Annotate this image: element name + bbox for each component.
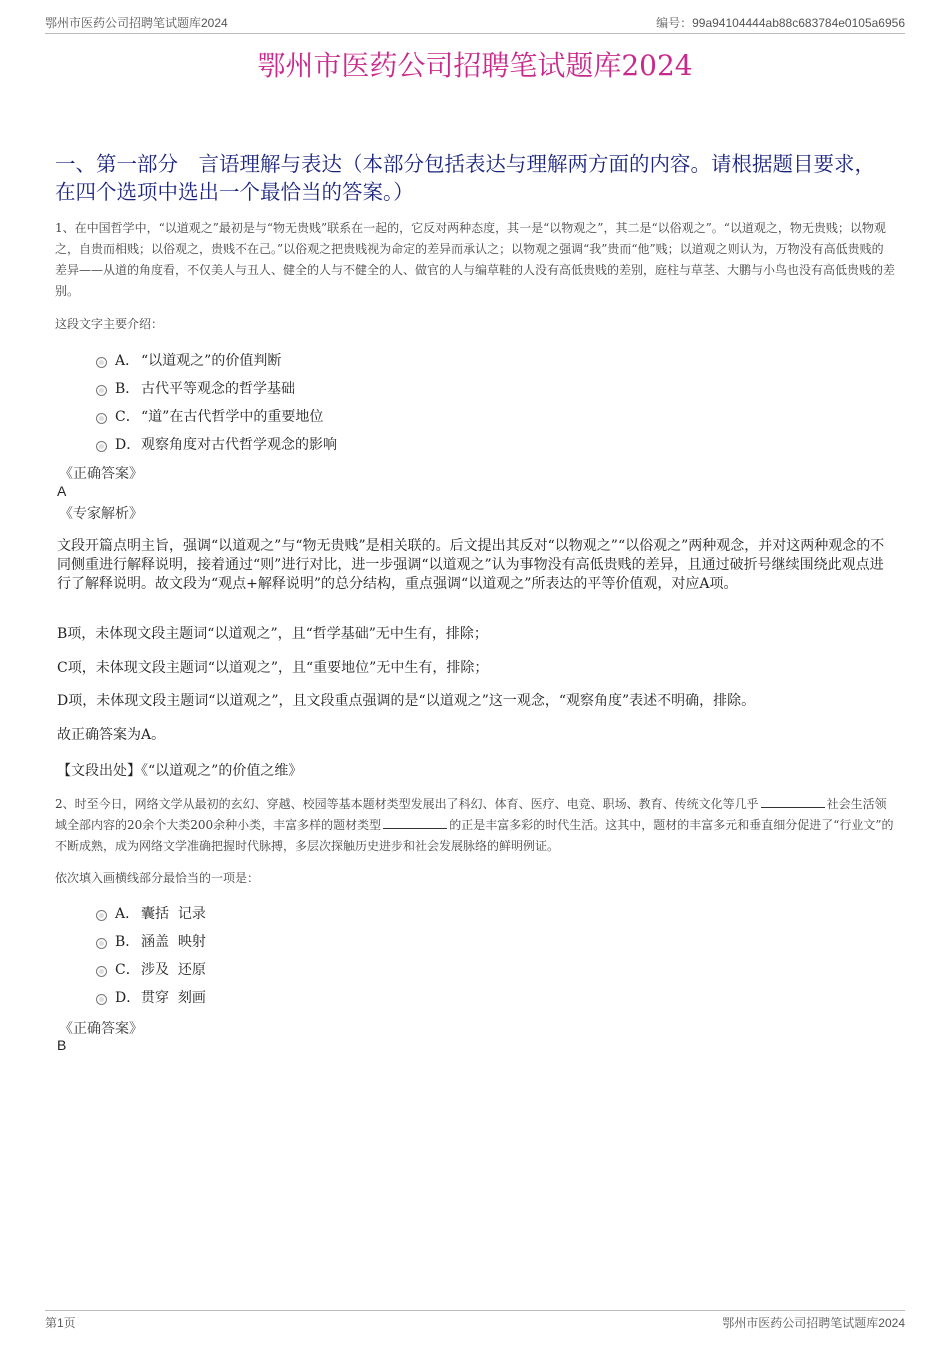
option-letter: A． — [115, 353, 140, 369]
option-d[interactable] — [96, 983, 206, 1011]
option-a[interactable] — [96, 346, 337, 374]
analysis-paragraph: C项，未体现文段主题词“以道观之”，且“重要地位”无中生有，排除； — [57, 660, 489, 676]
analysis-label: 《专家解析》 — [59, 506, 143, 522]
blank-1 — [761, 795, 825, 808]
option-letter: A． — [115, 906, 140, 922]
option-text: 涉及 还原 — [141, 962, 206, 978]
option-text: 贯穿 刻画 — [141, 990, 206, 1006]
header-divider — [45, 33, 905, 34]
blank-2 — [383, 816, 447, 829]
question-2-text-part1: 2、时至今日，网络文学从最初的玄幻、穿越、校园等基本题材类型发展出了科幻、体育、医疗、电竞、职场、教育、传统文化等几乎 — [55, 797, 759, 811]
radio-icon[interactable] — [96, 357, 107, 368]
footer-doc-title: 鄂州市医药公司招聘笔试题库2024 — [722, 1316, 905, 1330]
radio-icon[interactable] — [96, 910, 107, 921]
page-header — [45, 14, 905, 32]
radio-icon[interactable] — [96, 966, 107, 977]
option-c[interactable] — [96, 955, 206, 983]
question-2-prompt: 依次填入画横线部分最恰当的一项是： — [55, 871, 260, 885]
option-c[interactable] — [96, 402, 337, 430]
option-letter: D． — [115, 990, 141, 1006]
header-doc-id: 编号：99a94104444ab88c683784e0105a6956 — [656, 16, 905, 30]
option-b[interactable] — [96, 927, 206, 955]
option-letter: C． — [115, 409, 140, 425]
footer-divider — [45, 1310, 905, 1311]
question-2-text — [55, 794, 895, 857]
option-text: 古代平等观念的哲学基础 — [141, 381, 295, 397]
page-footer — [45, 1314, 905, 1332]
option-letter: B． — [115, 381, 140, 397]
answer-label: 《正确答案》 — [59, 466, 143, 482]
header-doc-title: 鄂州市医药公司招聘笔试题库2024 — [45, 16, 228, 30]
option-text: 囊括 记录 — [141, 906, 206, 922]
analysis-conclusion: 故正确答案为A。 — [57, 727, 166, 743]
question-2-options — [96, 899, 206, 1011]
analysis-paragraph: B项，未体现文段主题词“以道观之”，且“哲学基础”无中生有，排除； — [57, 626, 488, 642]
question-1-text: 1、在中国哲学中，“以道观之”最初是与“物无贵贱”联系在一起的，它反对两种态度，其一是“以物观之”，其二是“以俗观之”。“以道观之，物无贵贱；以物观之，自贵而相贱；以俗观之，贵贱不在己。”以俗观之把贵贱视为命定的差异而承认之；以物观之强调“我”贵而“他”贱；以道观之则认为，万物没有高低贵贱的差异——从道的角度看，不仅美人与丑人、健全的人与不健全的人、做官的人与编草鞋的人没有高低贵贱的差别，庭柱与草茎、大鹏与小鸟也没有高低贵贱的差别。 — [55, 221, 896, 298]
source-citation: 【文段出处】《“以道观之”的价值之维》 — [57, 763, 303, 779]
answer-value: A — [57, 483, 67, 499]
option-text: 观察角度对古代哲学观念的影响 — [141, 437, 337, 453]
option-text: 涵盖 映射 — [141, 934, 206, 950]
question-2-text-part3: 的正是丰富多彩的时代生活。这其中，题材的丰富多元和垂直细分促进了“行业文”的不断成熟，成为网络文学准确把握时代脉搏，多层次探触历史进步和社会发展脉络的鲜明例证。 — [55, 818, 894, 853]
radio-icon[interactable] — [96, 994, 107, 1005]
radio-icon[interactable] — [96, 413, 107, 424]
option-d[interactable] — [96, 430, 337, 458]
option-a[interactable] — [96, 899, 206, 927]
page-number: 第1页 — [45, 1316, 76, 1330]
answer-value: B — [57, 1037, 67, 1053]
option-letter: D． — [115, 437, 141, 453]
question-1-options — [96, 346, 337, 458]
option-letter: B． — [115, 934, 140, 950]
section-heading: 一、第一部分 言语理解与表达（本部分包括表达与理解两方面的内容。请根据题目要求，在四个选项中选出一个最恰当的答案。） — [55, 152, 875, 204]
option-text: “以道观之”的价值判断 — [141, 353, 282, 369]
analysis-paragraph: D项，未体现文段主题词“以道观之”，且文段重点强调的是“以道观之”这一观念，“观察角度”表述不明确，排除。 — [57, 693, 756, 709]
radio-icon[interactable] — [96, 385, 107, 396]
option-letter: C． — [115, 962, 140, 978]
answer-label: 《正确答案》 — [59, 1021, 143, 1037]
option-text: “道”在古代哲学中的重要地位 — [141, 409, 324, 425]
analysis-paragraph: 文段开篇点明主旨，强调“以道观之”与“物无贵贱”是相关联的。后文提出其反对“以物观之”“以俗观之”两种观念，并对这两种观念的不同侧重进行解释说明，接着通过“则”进行对比，进一步强调“以道观之”认为事物没有高低贵贱的差异，且通过破折号继续围绕此观点进行了解释说明。故文段为“观点+解释说明”的总分结构，重点强调“以道观之”所表达的平等价值观，对应A项。 — [57, 538, 885, 592]
radio-icon[interactable] — [96, 441, 107, 452]
question-2-text-part2: 社会生活领域全部内容的20余个大类200余种小类，丰富多样的题材类型 — [55, 797, 887, 832]
question-1-prompt: 这段文字主要介绍： — [55, 317, 164, 331]
page-title: 鄂州市医药公司招聘笔试题库2024 — [257, 49, 693, 82]
radio-icon[interactable] — [96, 938, 107, 949]
option-b[interactable] — [96, 374, 337, 402]
